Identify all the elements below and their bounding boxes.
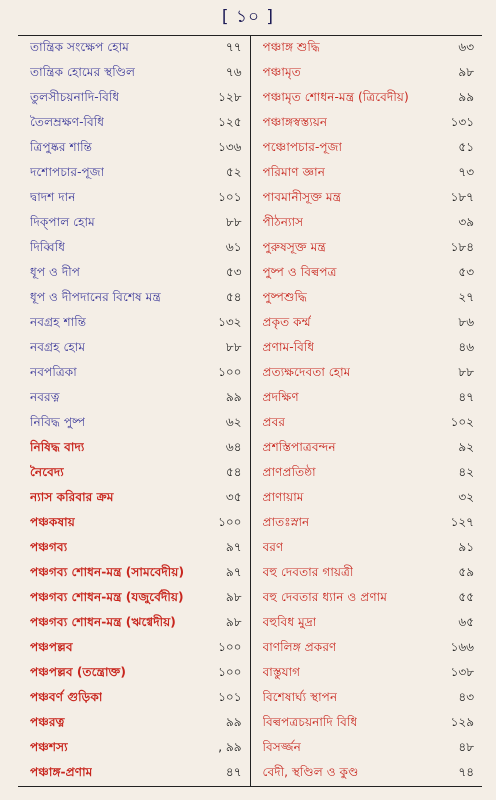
index-entry [251,311,483,336]
entry-page-number: ৪২ [458,464,474,479]
entry-term: বহু দেবতার গায়ত্রী [262,564,354,579]
entry-term: পঞ্চশস্য [30,739,68,754]
entry-page-number: ৫৩ [225,264,242,279]
entry-page-number: ১৮৭ [450,189,474,204]
entry-page-number: ৩৫ [225,489,242,504]
index-entry [18,286,250,311]
entry-page-number: ২৭ [458,289,474,304]
entry-page-number: ১০০ [218,514,242,529]
entry-page-number: ১৮৪ [450,239,474,254]
index-entry [251,111,483,136]
index-entry [251,586,483,611]
entry-term: প্রাণপ্রতিষ্ঠা [262,464,316,479]
index-entry [18,236,250,261]
entry-term: পঞ্চপল্লব (তন্ত্রোক্ত) [30,664,126,679]
index-entry [18,386,250,411]
entry-term: পঞ্চকষায় [30,514,75,529]
entry-term: দশোপচার-পূজা [30,164,105,179]
entry-term: ধূপ ও দীপদানের বিশেষ মন্ত্র [30,289,161,304]
index-entry [251,661,483,686]
index-entry [18,736,250,761]
index-entry [18,411,250,436]
entry-page-number: ৭৪ [458,764,474,779]
entry-page-number: ৯৮ [225,614,242,629]
entry-term: প্রশস্তিপাত্রবন্দন [262,439,336,454]
entry-page-number: ৯৭ [225,564,242,579]
index-entry [251,486,483,511]
entry-term: পরিমাণ জ্ঞান [262,164,325,179]
entry-term: নবগ্রহ শান্তি [30,314,87,329]
entry-term: পঞ্চগব্য শোধন-মন্ত্র (ঋগ্বেদীয়) [30,614,176,629]
entry-page-number: ১৩২ [218,314,242,329]
index-entry [18,336,250,361]
entry-term: তান্ত্রিক সংক্ষেপ হোম [30,39,129,54]
index-entry [251,61,483,86]
right-column [251,36,483,786]
entry-page-number: ৭৭ [225,39,242,54]
entry-term: বিসর্জ্জন [262,739,301,754]
entry-page-number: ৩৯ [458,214,474,229]
entry-term: নিষিদ্ধ বাদ্য [30,439,85,454]
index-entry [18,636,250,661]
entry-term: বহুবিধ মুদ্রা [262,614,317,629]
entry-term: পঞ্চোপচার-পূজা [262,139,343,154]
entry-page-number: ৪৩ [458,689,474,704]
entry-term: তান্ত্রিক হোমের স্থণ্ডিল [30,64,136,79]
index-entry [18,211,250,236]
entry-term: নবরত্ন [30,389,60,404]
entry-term: পুষ্প ও বিল্বপত্র [262,264,337,279]
entry-term: পুষ্পশুদ্ধি [262,289,307,304]
index-entry [18,511,250,536]
index-entry [251,736,483,761]
entry-page-number: ৬১ [225,239,242,254]
index-entry [18,536,250,561]
entry-term: পঞ্চগব্য [30,539,68,554]
index-entry [18,36,250,61]
index-entry [251,136,483,161]
index-entry [18,111,250,136]
index-entry [251,286,483,311]
entry-term: পঞ্চাঙ্গস্বস্ত্যয়ন [262,114,328,129]
entry-term: প্রত্যক্ষদেবতা হোম [262,364,351,379]
index-entry [18,686,250,711]
index-entry [251,86,483,111]
index-entry [18,436,250,461]
entry-term: তুলসীচয়নাদি-বিধি [30,89,120,104]
entry-page-number: ৫১ [458,139,474,154]
index-entry [251,236,483,261]
entry-term: বাণলিঙ্গ প্রকরণ [262,639,337,654]
index-entry [251,386,483,411]
index-table [18,35,482,787]
entry-term: বিশেষার্ঘ্য স্থাপন [262,689,338,704]
index-entry [251,561,483,586]
entry-page-number: ৪৭ [225,764,242,779]
left-column [18,36,251,786]
entry-page-number: ৬২ [225,414,242,429]
entry-term: পঞ্চগব্য শোধন-মন্ত্র (যজুর্বেদীয়) [30,589,184,604]
entry-term: দ্বাদশ দান [30,189,76,204]
index-entry [251,361,483,386]
entry-term: তৈলম্রক্ষণ-বিধি [30,114,105,129]
entry-term: বরণ [262,539,284,554]
entry-page-number: ৯৮ [225,589,242,604]
index-entry [251,511,483,536]
entry-page-number: ৪৭ [458,389,474,404]
entry-term: ধূপ ও দীপ [30,264,80,279]
index-entry [251,261,483,286]
entry-term: পীঠন্যাস [262,214,304,229]
entry-page-number: ১০০ [218,364,242,379]
entry-page-number: ৮৮ [225,339,242,354]
entry-term: পঞ্চামৃত [262,64,301,79]
entry-page-number: ৬৫ [458,614,474,629]
entry-page-number: ১০০ [218,639,242,654]
index-entry [18,86,250,111]
index-entry [18,461,250,486]
entry-term: বাস্তুযাগ [262,664,301,679]
index-entry [251,761,483,786]
index-entry [18,261,250,286]
index-entry [18,611,250,636]
entry-page-number: ৯৯ [225,389,242,404]
entry-term: পঞ্চগব্য শোধন-মন্ত্র (সামবেদীয়) [30,564,185,579]
index-entry [251,636,483,661]
entry-page-number: ৯৯ [458,89,474,104]
entry-page-number: ৫২ [225,164,242,179]
index-entry [251,211,483,236]
entry-page-number: ১০০ [218,664,242,679]
entry-term: পঞ্চামৃত শোধন-মন্ত্র (ত্রিবেদীয়) [262,89,409,104]
entry-term: পঞ্চাঙ্গ-প্রণাম [30,764,93,779]
entry-page-number: ৮৮ [458,364,474,379]
entry-page-number: ১০২ [450,414,474,429]
entry-page-number: ১২৮ [218,89,242,104]
entry-page-number: ১০১ [218,189,242,204]
entry-page-number: , ৯৯ [218,739,242,754]
entry-term: পুরুষসূক্ত মন্ত্র [262,239,326,254]
entry-page-number: ৯৭ [225,539,242,554]
entry-term: বহু দেবতার ধ্যান ও প্রণাম [262,589,387,604]
entry-page-number: ১৩৮ [450,664,474,679]
entry-term: পঞ্চবর্ণ গুড়িকা [30,689,103,704]
entry-term: দিব্বিধি [30,239,66,254]
entry-page-number: ৯৯ [225,714,242,729]
entry-term: দিক্পাল হোম [30,214,95,229]
entry-page-number: ১০১ [218,689,242,704]
entry-page-number: ৫৯ [458,564,474,579]
entry-page-number: ৫৪ [225,289,242,304]
index-entry [251,411,483,436]
entry-term: প্রদক্ষিণ [262,389,299,404]
index-entry [251,461,483,486]
entry-term: প্রাতঃস্নান [262,514,310,529]
index-entry [251,336,483,361]
index-entry [251,711,483,736]
entry-term: নিবিদ্ধ পুষ্প [30,414,86,429]
index-entry [18,711,250,736]
entry-page-number: ৬৩ [458,39,474,54]
entry-term: পঞ্চপল্লব [30,639,73,654]
entry-page-number: ৪৮ [458,739,474,754]
entry-term: নবগ্রহ হোম [30,339,86,354]
entry-term: পাবমানীসূক্ত মন্ত্র [262,189,342,204]
entry-page-number: ৫৩ [458,264,474,279]
index-entry [251,186,483,211]
index-entry [18,661,250,686]
entry-page-number: ৫৫ [458,589,474,604]
index-entry [18,361,250,386]
entry-term: ত্রিপুষ্কর শান্তি [30,139,93,154]
entry-term: নবপত্রিকা [30,364,77,379]
entry-term: পঞ্চাঙ্গ শুদ্ধি [262,39,320,54]
entry-page-number: ৮৬ [458,314,474,329]
index-entry [251,686,483,711]
index-entry [18,61,250,86]
entry-term: বেদী, স্থণ্ডিল ও কুণ্ড [262,764,359,779]
index-entry [251,36,483,61]
entry-page-number: ১২৭ [450,514,474,529]
entry-page-number: ৯২ [458,439,474,454]
entry-term: প্রাণায়াম [262,489,304,504]
page-number: [ ১০ ] [221,7,275,27]
entry-page-number: ৭৬ [225,64,242,79]
index-entry [18,186,250,211]
index-entry [251,161,483,186]
entry-page-number: ৭৩ [458,164,474,179]
index-entry [18,561,250,586]
entry-page-number: ৯১ [458,539,474,554]
entry-term: নৈবেদ্য [30,464,64,479]
entry-term: পঞ্চরত্ন [30,714,65,729]
index-entry [251,611,483,636]
entry-page-number: ৫৪ [225,464,242,479]
entry-term: প্রবর [262,414,286,429]
entry-term: ন্যাস করিবার ক্রম [30,489,114,504]
index-entry [251,436,483,461]
index-entry [18,136,250,161]
entry-page-number: ১২৯ [450,714,474,729]
entry-page-number: ১৬৬ [450,639,474,654]
entry-page-number: ১২৫ [218,114,242,129]
index-entry [18,586,250,611]
entry-term: প্রকৃত কর্ম্ম [262,314,311,329]
index-entry [251,536,483,561]
entry-term: প্রণাম-বিধি [262,339,315,354]
entry-page-number: ১৩৬ [218,139,242,154]
entry-term: বিল্বপত্রচয়নাদি বিধি [262,714,358,729]
index-entry [18,761,250,786]
index-entry [18,161,250,186]
index-entry [18,311,250,336]
entry-page-number: ৩২ [458,489,474,504]
entry-page-number: ১৩১ [450,114,474,129]
entry-page-number: ৬৪ [225,439,242,454]
entry-page-number: ৯৮ [458,64,474,79]
entry-page-number: ৮৮ [225,214,242,229]
index-entry [18,486,250,511]
entry-page-number: ৪৬ [458,339,474,354]
